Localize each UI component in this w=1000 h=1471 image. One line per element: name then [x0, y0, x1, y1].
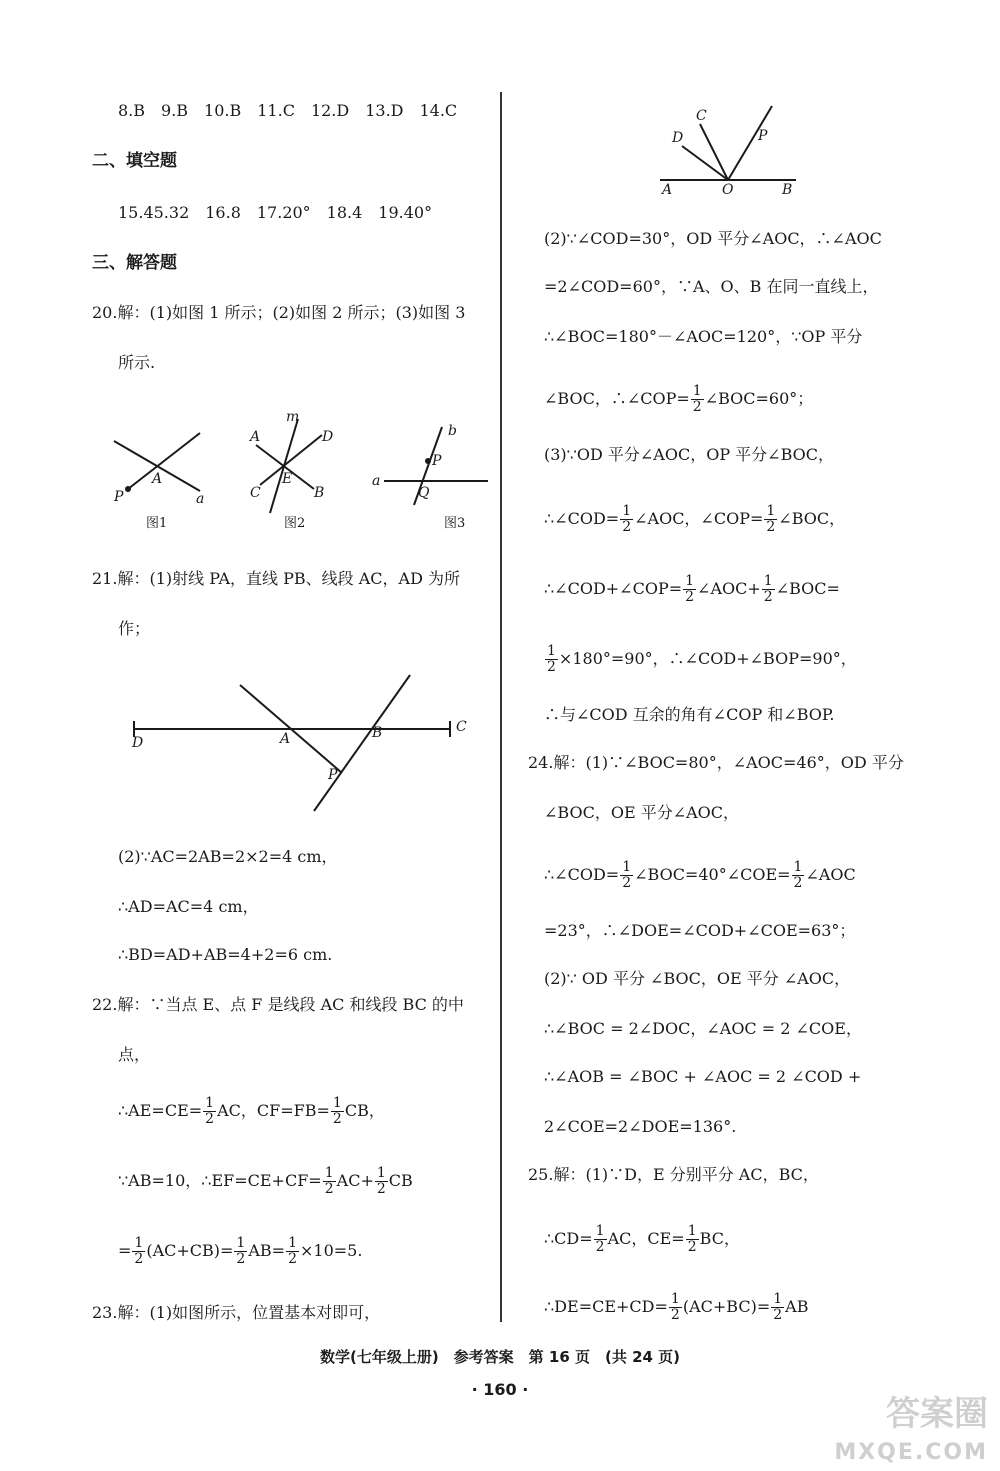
- fraction-half: $\frac{1}{2}$: [793, 859, 803, 891]
- fraction-half: $\frac{1}{2}$: [134, 1235, 144, 1267]
- q21-label-d: D: [132, 735, 144, 751]
- q24-part2-line3: ∴∠AOB = ∠BOC + ∠AOC = 2 ∠COD +: [544, 1067, 862, 1086]
- watermark-url: MXQE.COM: [834, 1440, 988, 1465]
- fig2-label-a: A: [250, 429, 261, 445]
- fig1-caption: 图1: [146, 516, 168, 531]
- fraction-half: $\frac{1}{2}$: [766, 503, 776, 535]
- q21-label-c: C: [456, 719, 467, 735]
- fraction-half: $\frac{1}{2}$: [288, 1235, 297, 1267]
- fraction-half: $\frac{1}{2}$: [670, 1291, 680, 1323]
- q22-line3: ∴AE=CE= $\frac{1}{2}$ AC，CF=FB= $\frac{1}{2}$ CB，: [118, 1095, 385, 1127]
- q23-label-c: C: [696, 108, 707, 124]
- fraction-half: $\frac{1}{2}$: [763, 573, 773, 605]
- section-fill-blank: 二、填空题: [92, 151, 177, 171]
- figure-q23: [652, 100, 812, 200]
- q24-part2-line4: 2∠COE=2∠DOE=136°.: [544, 1117, 737, 1136]
- q24-part2-line1: (2)∵ OD 平分 ∠BOC，OE 平分 ∠AOC，: [544, 969, 851, 988]
- q22-line1: 22.解：∵当点 E、点 F 是线段 AC 和线段 BC 的中: [92, 995, 464, 1014]
- q23-part2-line2: =2∠COD=60°，∵A、O、B 在同一直线上，: [544, 277, 879, 296]
- q23-label-a: A: [662, 182, 673, 198]
- fig3-label-a: a: [372, 473, 381, 489]
- fig1-point-p: [125, 486, 131, 492]
- fraction-half: $\frac{1}{2}$: [376, 1165, 386, 1197]
- q20-line2: 所示.: [118, 353, 156, 372]
- fig1-ray-pa: [128, 433, 200, 489]
- section-solutions: 三、解答题: [92, 253, 177, 273]
- q23-label-b: B: [782, 182, 793, 198]
- fraction-half: $\frac{1}{2}$: [685, 573, 695, 605]
- fig1-label-p: P: [114, 489, 124, 505]
- fig2-label-m: m: [286, 409, 300, 425]
- q23-part3-line1: (3)∵OD 平分∠AOC，OP 平分∠BOC，: [544, 445, 834, 464]
- q20-line1: 20.解：(1)如图 1 所示；(2)如图 2 所示；(3)如图 3: [92, 303, 466, 322]
- q22-line5: = $\frac{1}{2}$ (AC+CB)= $\frac{1}{2}$ AB= $\frac{1}{2}$ ×10=5.: [118, 1235, 363, 1267]
- q23-line1: 23.解：(1)如图所示，位置基本对即可，: [92, 1303, 381, 1322]
- fig3-label-q: Q: [418, 485, 430, 501]
- q24-line1: 24.解：(1)∵∠BOC=80°，∠AOC=46°，OD 平分: [528, 753, 904, 772]
- fraction-half: $\frac{1}{2}$: [773, 1291, 783, 1323]
- q23-label-p: P: [758, 128, 768, 144]
- q21-label-p: P: [328, 767, 338, 783]
- q21-line1: 21.解：(1)射线 PA，直线 PB、线段 AC，AD 为所: [92, 569, 461, 588]
- fraction-half: $\frac{1}{2}$: [622, 859, 632, 891]
- fraction-half: $\frac{1}{2}$: [622, 503, 632, 535]
- fig2-caption: 图2: [284, 516, 306, 531]
- q23-part2-line3: ∴∠BOC=180°－∠AOC=120°，∵OP 平分: [544, 327, 863, 346]
- q23-part3-line3: ∴∠COD+∠COP= $\frac{1}{2}$ ∠AOC+ $\frac{1}{2}$ ∠BOC=: [544, 573, 840, 605]
- q21-part2-line1: (2)∵AC=2AB=2×2=4 cm，: [118, 847, 338, 866]
- q25-line1: 25.解：(1)∵D，E 分别平分 AC，BC，: [528, 1165, 819, 1184]
- q21-line2: 作；: [118, 619, 151, 638]
- fraction-half: $\frac{1}{2}$: [595, 1223, 605, 1255]
- fraction-half: $\frac{1}{2}$: [236, 1235, 246, 1267]
- watermark-logo: 答案圈: [886, 1394, 988, 1434]
- q21-part2-line2: ∴AD=AC=4 cm，: [118, 897, 259, 916]
- column-divider: [500, 92, 502, 1322]
- q21-label-a: A: [280, 731, 291, 747]
- q24-line2: ∠BOC，OE 平分∠AOC，: [544, 803, 740, 822]
- q21-line-pb: [314, 675, 410, 811]
- fig1-label-a: A: [152, 471, 163, 487]
- answers-15-19: 15.45.32 16.8 17.20° 18.4 19.40°: [118, 203, 433, 222]
- answers-8-14: 8.B 9.B 10.B 11.C 12.D 13.D 14.C: [118, 101, 458, 120]
- q24-part2-line2: ∴∠BOC = 2∠DOC，∠AOC = 2 ∠COE，: [544, 1019, 862, 1038]
- q25-line3: ∴DE=CE+CD= $\frac{1}{2}$ (AC+BC)= $\frac{1}{2}$ AB: [544, 1291, 809, 1323]
- page-footer-info: 数学(七年级上册) 参考答案 第 16 页 (共 24 页): [319, 1348, 681, 1366]
- q25-line2: ∴CD= $\frac{1}{2}$ AC，CE= $\frac{1}{2}$ BC，: [544, 1223, 740, 1255]
- figure-q21: [120, 665, 480, 815]
- fraction-half: $\frac{1}{2}$: [692, 383, 702, 415]
- fraction-half: $\frac{1}{2}$: [324, 1165, 334, 1197]
- fig3-caption: 图3: [444, 516, 466, 531]
- q21-part2-line3: ∴BD=AD+AB=4+2=6 cm.: [118, 945, 333, 964]
- fraction-half: $\frac{1}{2}$: [205, 1095, 215, 1127]
- q23-label-o: O: [722, 182, 734, 198]
- figures-1-2-3: [100, 405, 500, 535]
- fraction-half: $\frac{1}{2}$: [687, 1223, 697, 1255]
- fig3-point-p: [425, 458, 431, 464]
- q22-line4: ∵AB=10，∴EF=CE+CF= $\frac{1}{2}$ AC+ $\frac{1}{2}$ CB: [118, 1165, 413, 1197]
- fig2-label-b: B: [314, 485, 325, 501]
- q23-part2-line1: (2)∵∠COD=30°，OD 平分∠AOC，∴∠AOC: [544, 229, 882, 248]
- q23-part3-line5: ∴与∠COD 互余的角有∠COP 和∠BOP.: [544, 705, 835, 724]
- q23-ray-oc: [700, 124, 728, 180]
- q23-part3-line2: ∴∠COD= $\frac{1}{2}$ ∠AOC，∠COP= $\frac{1}{2}$ ∠BOC，: [544, 503, 846, 535]
- fig1-label-line-a: a: [196, 491, 205, 507]
- fig2-label-e: E: [282, 471, 293, 487]
- fig2-label-c: C: [250, 485, 261, 501]
- fraction-half: $\frac{1}{2}$: [332, 1095, 342, 1127]
- q23-label-d: D: [672, 130, 684, 146]
- q24-line3: ∴∠COD= $\frac{1}{2}$ ∠BOC=40°∠COE= $\frac{1}{2}$ ∠AOC: [544, 859, 856, 891]
- fig3-label-p: P: [432, 453, 442, 469]
- q23-part2-line4: ∠BOC，∴∠COP= $\frac{1}{2}$ ∠BOC=60°；: [544, 383, 814, 415]
- fig2-label-d: D: [322, 429, 334, 445]
- q23-ray-od: [682, 146, 728, 180]
- q22-line2: 点，: [118, 1045, 151, 1064]
- page-number: · 160 ·: [471, 1380, 529, 1399]
- q23-part3-line4: $\frac{1}{2}$ ×180°=90°，∴∠COD+∠BOP=90°，: [547, 643, 857, 675]
- fraction-half: $\frac{1}{2}$: [547, 643, 556, 675]
- q21-label-b: B: [372, 725, 383, 741]
- q24-line4: =23°，∴∠DOE=∠COD+∠COE=63°；: [544, 921, 856, 940]
- fig3-label-b: b: [448, 423, 457, 439]
